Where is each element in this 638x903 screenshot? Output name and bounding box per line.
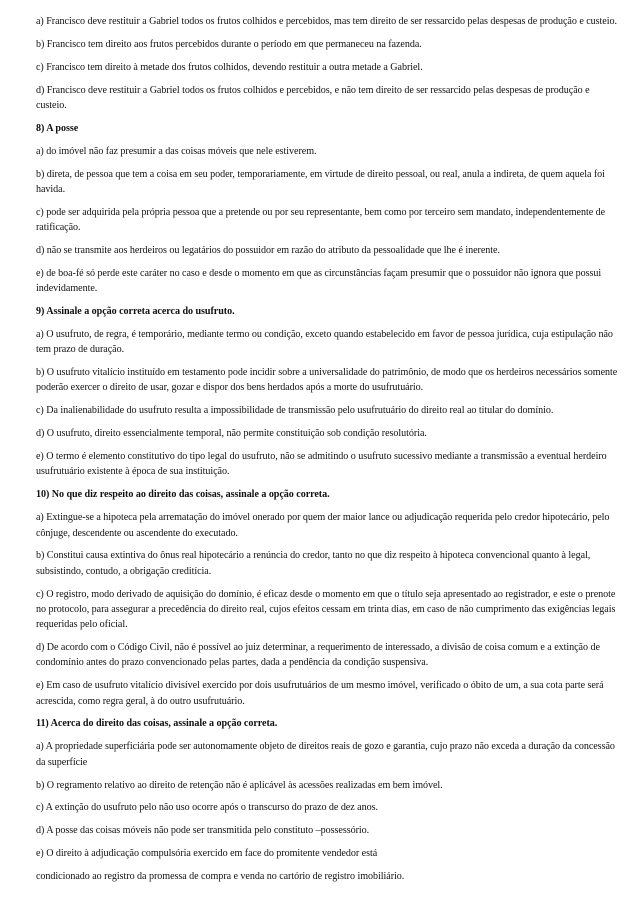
option-item: c) pode ser adquirida pela própria pessoa que a pretende ou por seu representante, bem como por terceiro sem mandato, independentemente de ratificação. bbox=[36, 206, 606, 234]
option-item: b) Francisco tem direito aos frutos percebidos durante o período em que permaneceu na fazenda. bbox=[36, 38, 422, 50]
option-item: c) A extinção do usufruto pelo não uso ocorre após o transcurso do prazo de dez anos. bbox=[36, 802, 378, 814]
option-item: e) O termo é elemento constitutivo do tipo legal do usufruto, não se admitindo o usufruto sucessivo mediante a transmissão a eventual herdeiro usufrutuário existente à época de sua instituição. bbox=[36, 451, 607, 478]
option-item: d) De acordo com o Código Civil, não é possível ao juiz determinar, a requerimento de interessado, a divisão de coisa comum e a extinção de condomínio antes do prazo convencionado pelas partes, dada a pendência da condição suspensiva. bbox=[36, 642, 600, 669]
option-item: e) Em caso de usufruto vitalício divisível exercido por dois usufrutuários de um mesmo imóvel, verificado o óbito de um, a sua cota parte será acrescida, como regra geral, à do outro usufrutuário. bbox=[36, 680, 604, 707]
option-item: d) não se transmite aos herdeiros ou legatários do possuidor em razão do atributo da pessoalidade que lhe é inerente. bbox=[36, 245, 500, 257]
option-item: b) direta, de pessoa que tem a coisa em seu poder, temporariamente, em virtude de direito pessoal, ou real, anula a indireta, de quem aquela foi havida. bbox=[36, 168, 605, 195]
option-item: d) A posse das coisas móveis não pode ser transmitida pelo constituto –possessório. bbox=[36, 825, 370, 837]
option-item: b) O usufruto vitalício instituído em testamento pode incidir sobre a universalidade do patrimônio, de modo que os herdeiros necessários somente poderão exercer o direito de usar, gozar e dispor dos bens herdados após a morte do usufrutuário. bbox=[36, 367, 618, 394]
option-item: b) O regramento relativo ao direito de retenção não é aplicável às acessões realizadas em bem imóvel. bbox=[36, 779, 443, 791]
option-item: a) O usufruto, de regra, é temporário, mediante termo ou condição, exceto quando estabelecido em favor de pessoa jurídica, cuja estipulação não tem prazo de duração. bbox=[36, 328, 613, 356]
option-item: d) O usufruto, direito essencialmente temporal, não permite constituição sob condição resolutória. bbox=[36, 428, 427, 440]
option-item: a) Francisco deve restituir a Gabriel todos os frutos colhidos e percebidos, mas tem direito de ser ressarcido pelas despesas de produção e custeio. bbox=[36, 16, 617, 27]
option-item: e) de boa-fé só perde este caráter no caso e desde o momento em que as circunstâncias façam presumir que o possuidor não ignora que possui indevidamente. bbox=[36, 267, 602, 295]
question-heading: 11) Acerca do direito das coisas, assinale a opção correta. bbox=[36, 718, 278, 730]
option-item: c) O registro, modo derivado de aquisição do domínio, é eficaz desde o momento em que o título seja apresentado ao registrador, e este o prenote no protocolo, para assegurar a precedência do direito real, cujos efeitos cessam em trinta dias, em caso de não cumprimento das exigências legais requeridas pelo oficial. bbox=[36, 588, 616, 631]
option-item: c) Da inalienabilidade do usufruto resulta a impossibilidade de transmissão pelo usufrutuário do direito real ao titular do domínio. bbox=[36, 405, 554, 417]
option-item: a) A propriedade superficiária pode ser autonomamente objeto de direitos reais de gozo e garantia, cujo prazo não exceda a duração da concessão da superfície bbox=[36, 741, 615, 768]
option-item: c) Francisco tem direito à metade dos frutos colhidos, devendo restituir a outra metade a Gabriel. bbox=[36, 61, 423, 73]
question-heading: 10) No que diz respeito ao direito das coisas, assinale a opção correta. bbox=[36, 489, 330, 501]
option-item: e) O direito à adjudicação compulsória exercido em face do promitente vendedor está bbox=[36, 848, 378, 860]
option-item: condicionado ao registro da promessa de compra e venda no cartório de registro imobiliário. bbox=[36, 871, 405, 883]
option-item: b) Constitui causa extintiva do ônus real hipotecário a renúncia do credor, tanto no que diz respeito à hipoteca convencional quanto à legal, subsistindo, contudo, a obrigação creditícia. bbox=[36, 550, 591, 577]
question-heading: 8) A posse bbox=[36, 122, 79, 134]
document-page bbox=[36, 14, 622, 892]
option-item: a) Extingue-se a hipoteca pela arrematação do imóvel onerado por quem der maior lance ou adjudicação requerida pelo credor hipotecário, pelo cônjuge, descendente ou ascendente do executado. bbox=[36, 512, 610, 539]
question-heading: 9) Assinale a opção correta acerca do usufruto. bbox=[36, 306, 235, 318]
option-item: a) do imóvel não faz presumir a das coisas móveis que nele estiverem. bbox=[36, 145, 317, 157]
option-item: d) Francisco deve restituir a Gabriel todos os frutos colhidos e percebidos, e não tem direito de ser ressarcido pelas despesas de produção e custeio. bbox=[36, 84, 590, 111]
